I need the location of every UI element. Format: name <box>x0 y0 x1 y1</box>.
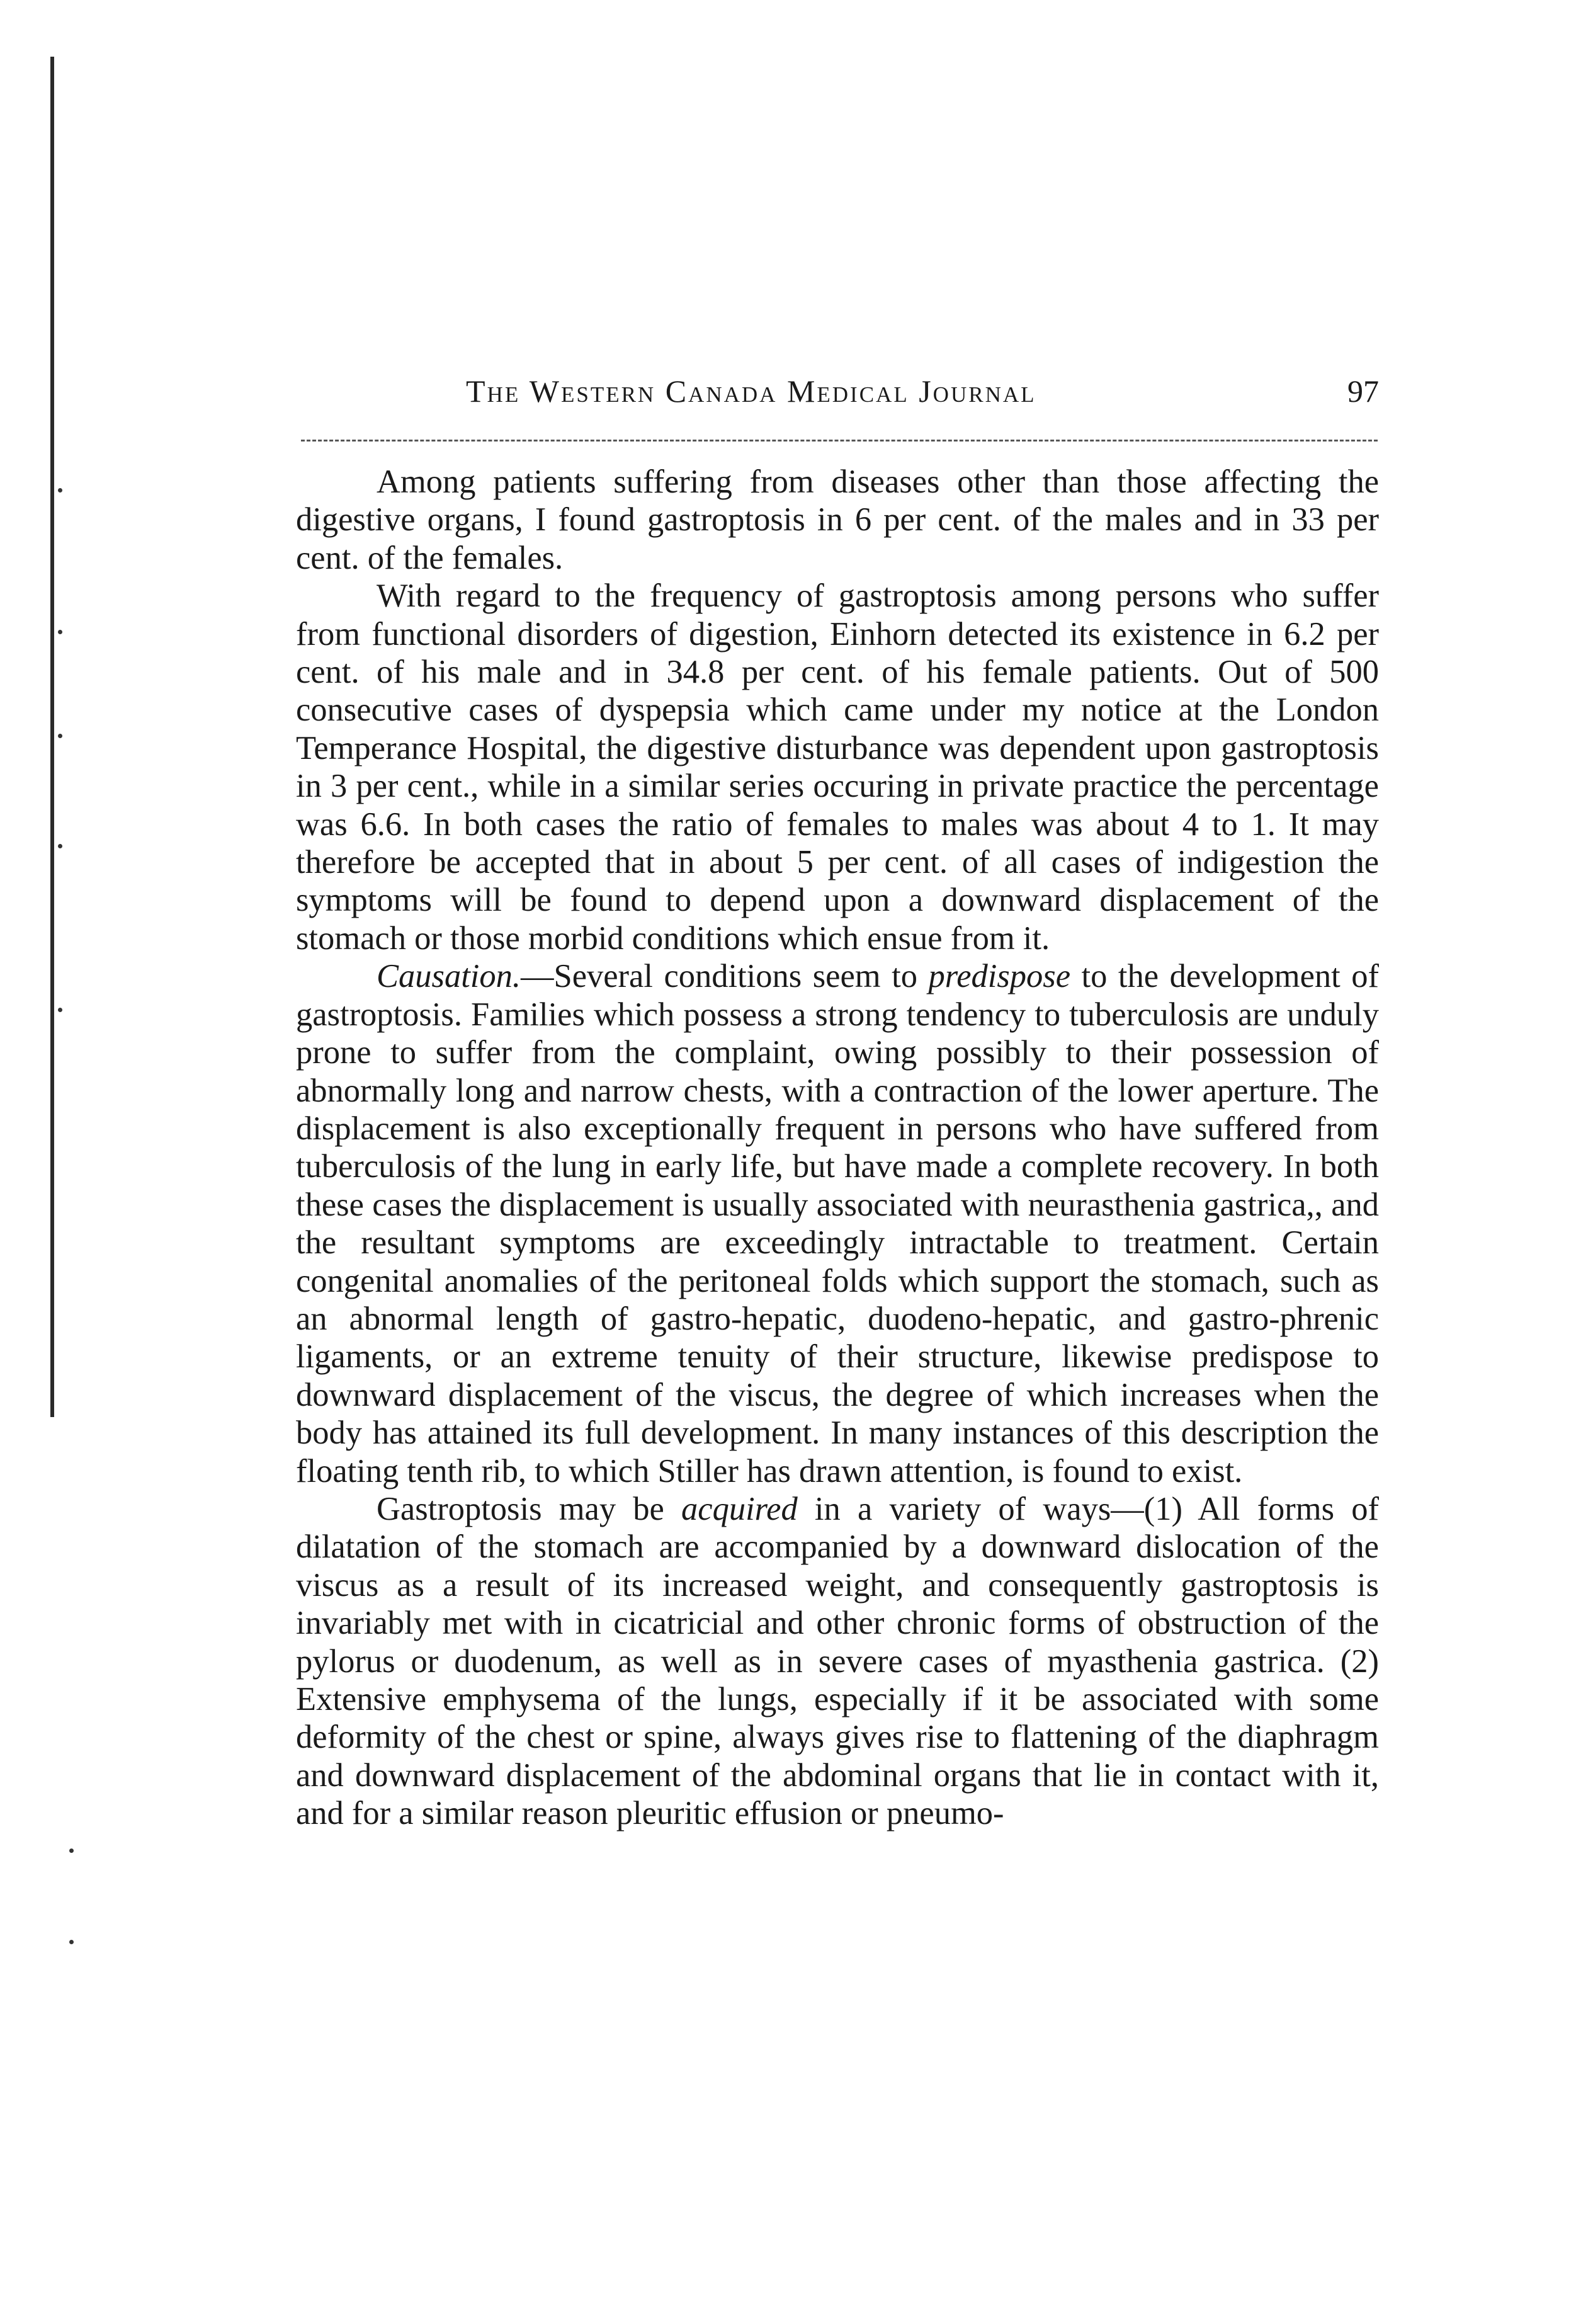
binding-edge-rule <box>50 57 54 1417</box>
paragraph-4 <box>296 1490 1379 1833</box>
section-heading-causation: Causation. <box>377 958 521 995</box>
scan-speck <box>58 734 62 738</box>
scan-speck <box>58 844 62 848</box>
paragraph-text: With regard to the frequency of gastroptosis among persons who suffer from functional disorders of digestion, Einhorn detected its existence in 6.2 per cent. of his male and in 34.8 per cent. of his female patients. Out of 500 consecutive cases of dyspepsia which came under my notice at the London Temperance Hospital, the digestive disturbance was dependent upon gastroptosis in 3 per cent., while in a similar series occuring in private practice the percentage was 6.6. In both cases the ratio of females to males was about 4 to 1. It may therefore be accepted that in about 5 per cent. of all cases of indigestion the symptoms will be found to depend upon a downward displacement of the stomach or those morbid conditions which ensue from it. <box>296 578 1379 957</box>
emphasis-predispose: predispose <box>928 958 1071 995</box>
paragraph-text: —Several conditions seem to <box>521 958 929 995</box>
journal-title: The Western Canada Medical Journal <box>466 373 1036 409</box>
scan-speck <box>58 630 62 634</box>
page-number: 97 <box>1347 373 1379 409</box>
paragraph-3 <box>296 957 1379 1490</box>
header-rule <box>301 440 1378 441</box>
paragraph-2 <box>296 577 1379 957</box>
scan-speck <box>69 1940 74 1944</box>
paragraph-1 <box>296 463 1379 577</box>
paragraph-text: in a variety of ways—(1) All forms of dilatation of the stomach are accompanied by a downward dislocation of the viscus as a result of its increased weight, and consequently gastroptosis is invariably met with in cicatricial and other chronic forms of obstruction of the pylorus or duodenum, as well as in severe cases of myasthenia gastrica. (2) Extensive emphysema of the lungs, especially if it be associated with some deformity of the chest or spine, always gives rise to flattening of the diaphragm and downward displacement of the abdominal organs that lie in contact with it, and for a similar reason pleuritic effusion or pneumo- <box>296 1490 1379 1832</box>
scan-speck <box>58 1008 62 1012</box>
paragraph-text: Among patients suffering from diseases other than those affecting the digestive organs, I found gastroptosis in 6 per cent. of the males and in 33 per cent. of the females. <box>296 464 1379 576</box>
paragraph-text: Gastroptosis may be <box>377 1490 682 1527</box>
running-header <box>296 373 1379 423</box>
paragraph-text: to the development of gastroptosis. Families which possess a strong tendency to tuberculosis are unduly prone to suffer from the complaint, owing possibly to their possession of abnormally long and narrow chests, with a contraction of the lower aperture. The displacement is also exceptionally frequent in persons who have suffered from tuberculosis of the lung in early life, but have made a complete recovery. In both these cases the displacement is usually associated with neurasthenia gastrica,, and the resultant symptoms are exceedingly intractable to treatment. Certain congenital anomalies of the peritoneal folds which support the stomach, such as an abnormal length of gastro-hepatic, duodeno-hepatic, and gastro-phrenic ligaments, or an extreme tenuity of their structure, likewise predispose to downward displacement of the viscus, the degree of which increases when the body has attained its full development. In many instances of this description the floating tenth rib, to which Stiller has drawn attention, is found to exist. <box>296 958 1380 1490</box>
emphasis-acquired: acquired <box>681 1490 798 1527</box>
article-body <box>296 463 1379 1833</box>
scan-speck <box>69 1848 74 1853</box>
scan-speck <box>58 488 62 493</box>
